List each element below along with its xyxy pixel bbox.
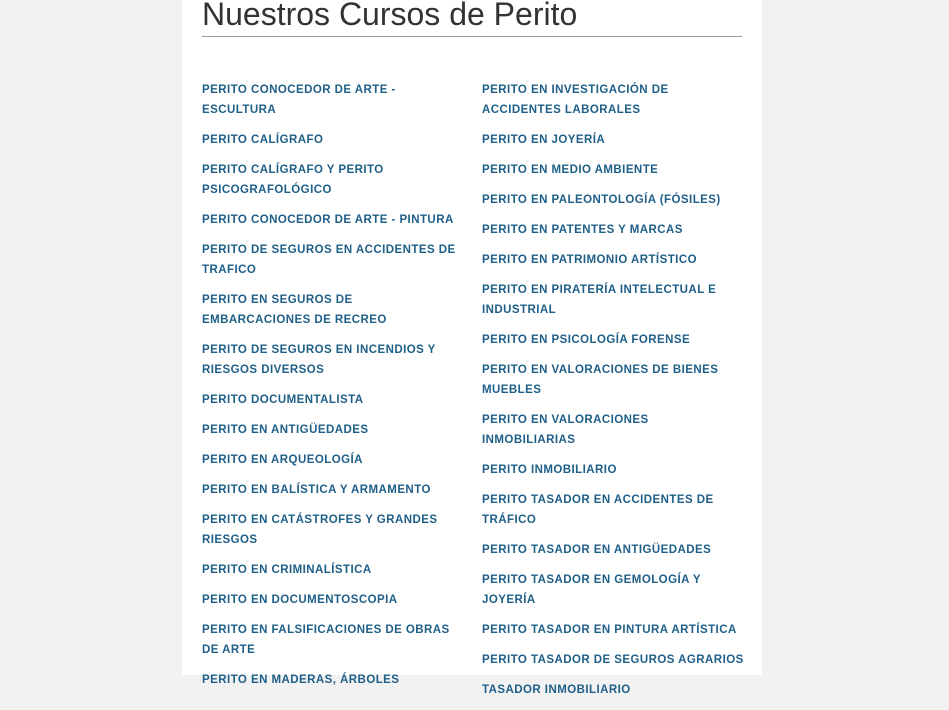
course-link[interactable]: PERITO TASADOR EN ANTIGÜEDADES — [482, 544, 712, 556]
course-list-item — [202, 240, 462, 280]
course-link[interactable]: PERITO EN PATENTES Y MARCAS — [482, 224, 683, 236]
course-list-item — [482, 680, 744, 700]
course-list-item — [202, 160, 462, 200]
course-list-item — [202, 670, 462, 690]
course-list-item — [482, 250, 744, 270]
course-link[interactable]: PERITO EN FALSIFICACIONES DE OBRAS DE ARTE — [202, 624, 450, 656]
course-list-item — [482, 220, 744, 240]
course-list-item — [482, 650, 744, 670]
course-list-item — [482, 130, 744, 150]
course-link[interactable]: PERITO TASADOR EN GEMOLOGÍA Y JOYERÍA — [482, 574, 701, 606]
course-link[interactable]: PERITO CONOCEDOR DE ARTE - PINTURA — [202, 214, 454, 226]
course-list-item — [202, 620, 462, 660]
course-list-item — [482, 190, 744, 210]
course-list-item — [202, 510, 462, 550]
course-link[interactable]: PERITO EN PSICOLOGÍA FORENSE — [482, 334, 691, 346]
course-list-item — [202, 210, 462, 230]
course-list-item — [202, 450, 462, 470]
course-list-item — [482, 570, 744, 610]
course-link[interactable]: PERITO EN PIRATERÍA INTELECTUAL E INDUSTRIAL — [482, 284, 717, 316]
course-list-right — [482, 80, 744, 710]
course-link[interactable]: PERITO EN MADERAS, ÁRBOLES — [202, 674, 400, 686]
course-link[interactable]: TASADOR INMOBILIARIO — [482, 684, 631, 696]
course-link[interactable]: PERITO CALÍGRAFO — [202, 134, 324, 146]
course-link[interactable]: PERITO EN ANTIGÜEDADES — [202, 424, 369, 436]
course-link[interactable]: PERITO EN PALEONTOLOGÍA (FÓSILES) — [482, 194, 721, 206]
course-link[interactable]: PERITO TASADOR DE SEGUROS AGRARIOS — [482, 654, 744, 666]
course-list-item — [482, 620, 744, 640]
page-title: Nuestros Cursos de Perito — [202, 0, 578, 32]
course-list-item — [482, 540, 744, 560]
course-link[interactable]: PERITO INMOBILIARIO — [482, 464, 617, 476]
title-divider — [202, 36, 742, 37]
course-link[interactable]: PERITO DE SEGUROS EN ACCIDENTES DE TRAFICO — [202, 244, 456, 276]
course-link[interactable]: PERITO EN ARQUEOLOGÍA — [202, 454, 363, 466]
course-list-item — [482, 80, 744, 120]
course-list-item — [482, 330, 744, 350]
course-link[interactable]: PERITO EN PATRIMONIO ARTÍSTICO — [482, 254, 697, 266]
course-link[interactable]: PERITO EN BALÍSTICA Y ARMAMENTO — [202, 484, 431, 496]
course-link[interactable]: PERITO EN MEDIO AMBIENTE — [482, 164, 659, 176]
course-list-item — [202, 390, 462, 410]
course-link[interactable]: PERITO EN DOCUMENTOSCOPIA — [202, 594, 398, 606]
course-link[interactable]: PERITO EN JOYERÍA — [482, 134, 606, 146]
course-list-item — [482, 410, 744, 450]
course-link[interactable]: PERITO EN VALORACIONES DE BIENES MUEBLES — [482, 364, 719, 396]
course-link[interactable]: PERITO EN CRIMINALÍSTICA — [202, 564, 372, 576]
course-list-item — [202, 420, 462, 440]
course-list-item — [482, 460, 744, 480]
course-link[interactable]: PERITO CONOCEDOR DE ARTE - ESCULTURA — [202, 84, 396, 116]
course-list-item — [202, 290, 462, 330]
course-link[interactable]: PERITO CALÍGRAFO Y PERITO PSICOGRAFOLÓGICO — [202, 164, 384, 196]
course-list-item — [202, 340, 462, 380]
course-list-item — [482, 360, 744, 400]
course-link[interactable]: PERITO EN CATÁSTROFES Y GRANDES RIESGOS — [202, 514, 438, 546]
course-link[interactable]: PERITO DOCUMENTALISTA — [202, 394, 364, 406]
course-list-item — [482, 280, 744, 320]
course-link[interactable]: PERITO EN SEGUROS DE EMBARCACIONES DE RECREO — [202, 294, 387, 326]
course-link[interactable]: PERITO DE SEGUROS EN INCENDIOS Y RIESGOS DIVERSOS — [202, 344, 436, 376]
course-list-item — [202, 590, 462, 610]
course-list-item — [202, 80, 462, 120]
course-link[interactable]: PERITO EN INVESTIGACIÓN DE ACCIDENTES LABORALES — [482, 84, 669, 116]
course-list-item — [482, 160, 744, 180]
course-list-left — [202, 80, 462, 700]
course-link[interactable]: PERITO TASADOR EN ACCIDENTES DE TRÁFICO — [482, 494, 714, 526]
course-list-item — [202, 480, 462, 500]
course-link[interactable]: PERITO TASADOR EN PINTURA ARTÍSTICA — [482, 624, 737, 636]
course-list-item — [202, 560, 462, 580]
content-panel — [182, 0, 762, 696]
course-list-item — [482, 490, 744, 530]
course-link[interactable]: PERITO EN VALORACIONES INMOBILIARIAS — [482, 414, 649, 446]
course-list-item — [202, 130, 462, 150]
